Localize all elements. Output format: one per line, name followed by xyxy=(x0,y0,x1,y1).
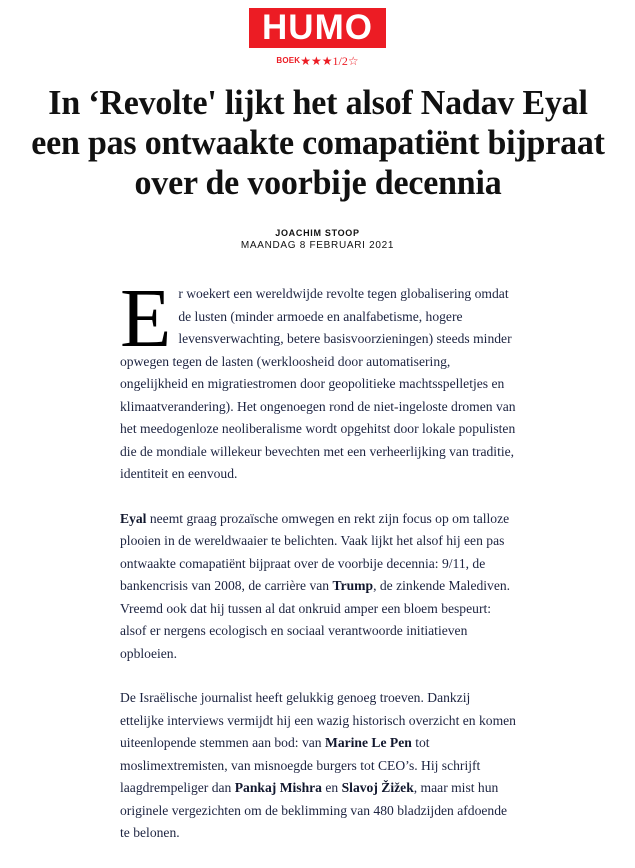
book-rating xyxy=(0,53,635,69)
humo-logo-text: HUMO xyxy=(262,8,373,47)
byline-date: MAANDAG 8 FEBRUARI 2021 xyxy=(240,240,395,251)
paragraph-3-text-2: tot moslimextremisten, van misnoegde burgers tot CEO’s. Hij schrijft laagdrempeliger dan xyxy=(120,735,481,795)
dropcap-letter: E xyxy=(120,272,172,365)
paragraph-3-text-3: en xyxy=(321,780,342,795)
bold-term-eyal: Eyal xyxy=(120,510,147,526)
paragraph-3-text-1: De Israëlische journalist heeft gelukkig genoeg troeven. Dankzij ettelijke interviews vermijdt hij een wazig historisch overzicht en komen uiteenlopende stemmen aan bod: van xyxy=(120,690,516,750)
rating-stars-filled: ★★★ xyxy=(300,54,333,68)
byline-author: JOACHIM STOOP xyxy=(275,228,360,238)
paragraph-2 xyxy=(120,508,517,666)
paragraph-3-text-4: , maar mist hun originele vergezichten om de beklimming van 480 bladzijden afdoende te belonen. xyxy=(120,780,508,840)
bold-term-trump: Trump xyxy=(332,578,374,593)
paragraph-3 xyxy=(120,687,517,845)
byline xyxy=(0,227,635,252)
masthead xyxy=(0,0,635,69)
rating-half-star: 1/2 xyxy=(332,54,348,68)
article-body xyxy=(120,272,517,845)
bold-term-marine-le-pen: Marine Le Pen xyxy=(324,735,412,750)
bold-term-slavoj-zizek: Slavoj Žižek xyxy=(341,780,414,795)
paragraph-1 xyxy=(120,272,517,486)
page-title: In ‘Revolte' lijkt het alsof Nadav Eyal een pas ontwaakte comapatiënt bijpraat over de voorbije decennia xyxy=(30,83,605,202)
humo-logo[interactable] xyxy=(249,8,386,48)
paragraph-2-text-1: neemt graag prozaïsche omwegen en rekt zijn focus op om talloze plooien in de wereldwaaier te belichten. Vaak lijkt het alsof hij een pas ontwaakte comapatiënt bijpraat over de voorbije decennia: 9/11, de bankencrisis van 2008, de carrière van xyxy=(120,510,510,593)
paragraph-1-text: r woekert een wereldwijde revolte tegen globalisering omdat de lusten (minder armoede en analfabetisme, hogere levensverwachting, betere basisvoorzieningen) steeds minder opwegen tegen de lasten (werkloosheid door automatisering, ongelijkheid en migratiestromen door geopolitieke machtsspelletjes en klimaatverandering). Het ongenoegen rond de niet-ingeloste dromen van het meedogenloze neoliberalisme wordt opgehitst door lokale populisten die de mondiale willekeur bevechten met een verheerlijking van traditie, identiteit en eenvoud. xyxy=(120,286,516,481)
rating-star-empty: ☆ xyxy=(347,54,359,68)
rating-label: BOEK xyxy=(276,56,301,65)
paragraph-2-text-2: , de zinkende Malediven. Vreemd ook dat hij tussen al dat onkruid amper een bloem bespeurt: alsof er nergens ecologisch en sociaal verantwoorde initiatieven opbloeien. xyxy=(120,578,511,661)
bold-term-pankaj-mishra: Pankaj Mishra xyxy=(234,780,322,795)
